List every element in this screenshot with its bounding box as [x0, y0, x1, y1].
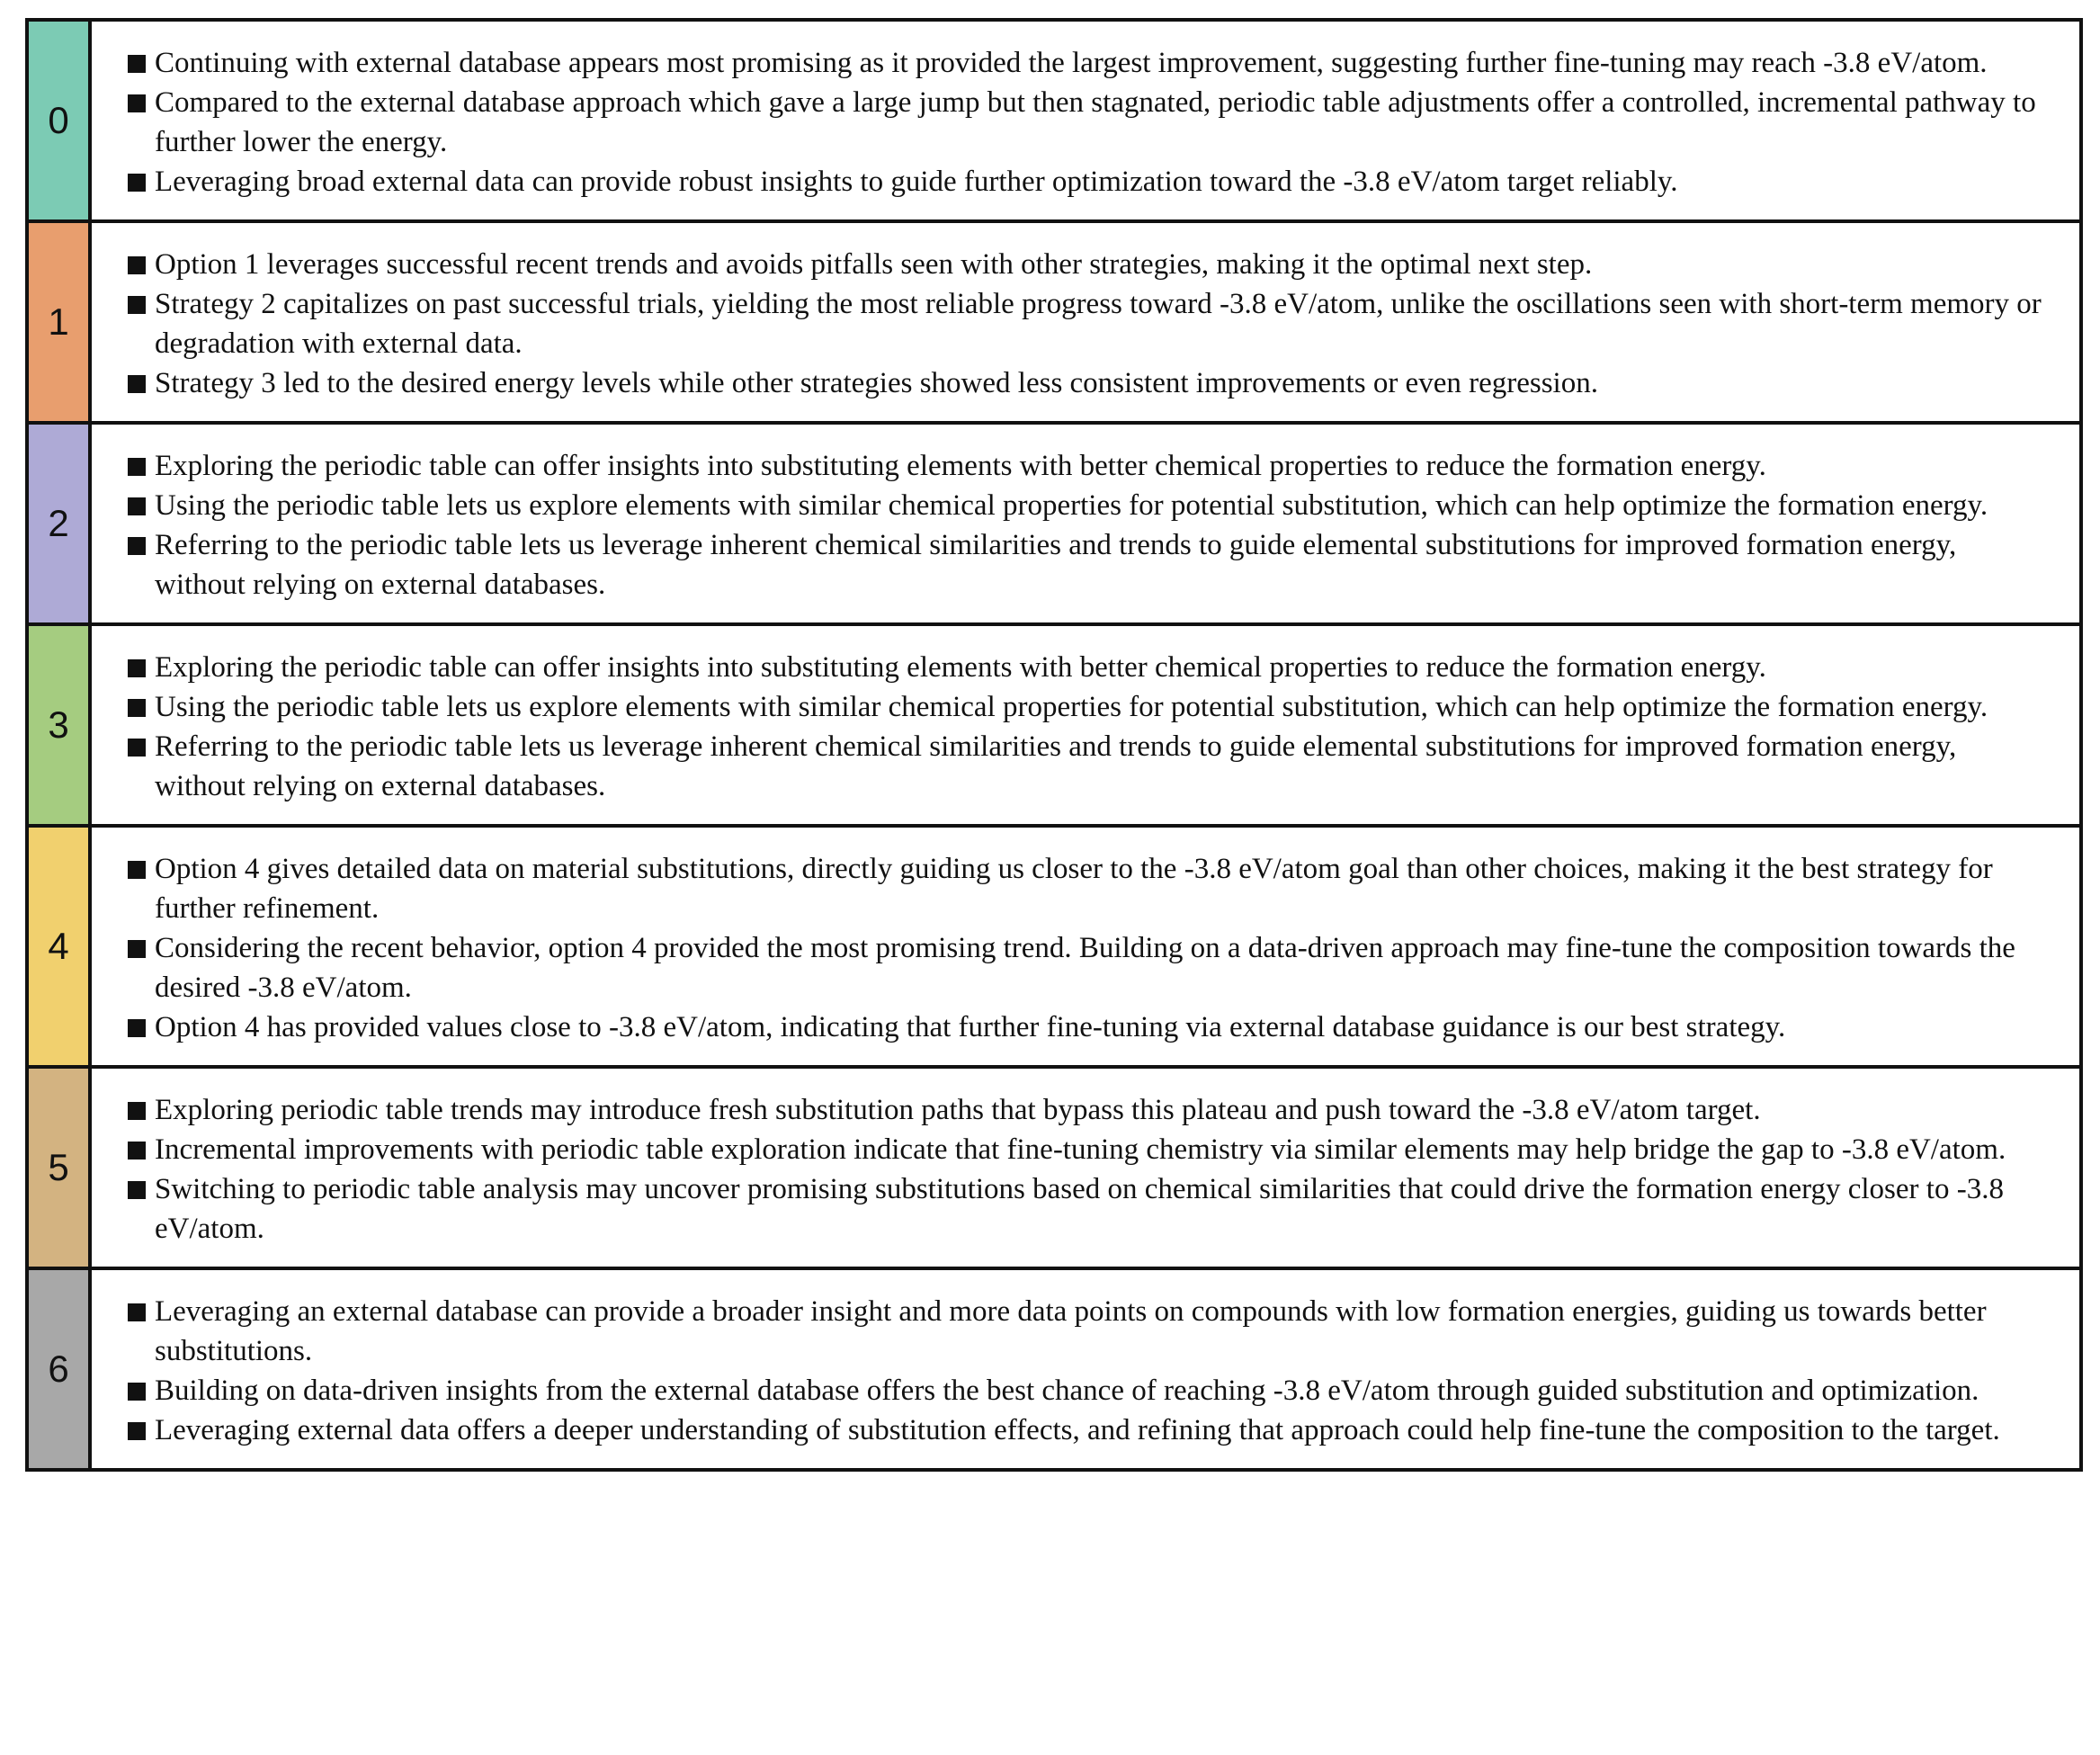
list-item [128, 245, 2043, 284]
bullet-text: Referring to the periodic table lets us leverage inherent chemical similarities and trends to guide elemental substitutions for improved formation energy, without relying on external databases. [155, 529, 1957, 601]
square-bullet-icon [128, 849, 155, 889]
list-item [128, 849, 2043, 928]
row-label-cell: 4 [29, 828, 92, 1065]
list-item [128, 1007, 2043, 1047]
list-item [128, 648, 2043, 687]
table-row [29, 425, 2079, 626]
bullet-text: Strategy 2 capitalizes on past successful trials, yielding the most reliable progress toward -3.8 eV/atom, unlike the oscillations seen with short-term memory or degradation with external data. [155, 288, 2042, 360]
bullet-text: Building on data-driven insights from the external database offers the best chance of reaching -3.8 eV/atom through guided substitution and optimization. [155, 1374, 1979, 1407]
row-content-cell [92, 828, 2079, 1065]
bullet-text: Exploring the periodic table can offer insights into substituting elements with better chemical properties to reduce the formation energy. [155, 651, 1766, 684]
square-bullet-icon [128, 648, 155, 687]
square-bullet-icon [128, 525, 155, 565]
row-content-cell [92, 425, 2079, 622]
square-bullet-icon [128, 162, 155, 201]
strategy-rationale-table [25, 18, 2083, 1472]
bullet-text: Option 1 leverages successful recent trends and avoids pitfalls seen with other strategies, making it the optimal next step. [155, 248, 1593, 281]
bullet-text: Continuing with external database appears most promising as it provided the largest improvement, suggesting further fine-tuning may reach -3.8 eV/atom. [155, 47, 1988, 79]
square-bullet-icon [128, 43, 155, 83]
bullet-text: Exploring periodic table trends may introduce fresh substitution paths that bypass this plateau and push toward the -3.8 eV/atom target. [155, 1094, 1761, 1126]
list-item [128, 284, 2043, 363]
bullet-text: Leveraging broad external data can provide robust insights to guide further optimization toward the -3.8 eV/atom target reliably. [155, 166, 1678, 198]
bullet-text: Using the periodic table lets us explore elements with similar chemical properties for potential substitution, which can help optimize the formation energy. [155, 489, 1988, 522]
list-item [128, 162, 2043, 201]
square-bullet-icon [128, 687, 155, 727]
list-item [128, 1169, 2043, 1249]
bullet-text: Considering the recent behavior, option 4 provided the most promising trend. Building on a data-driven approach may fine-tune the composition towards the desired -3.8 eV/atom. [155, 932, 2015, 1004]
list-item [128, 43, 2043, 83]
square-bullet-icon [128, 284, 155, 324]
list-item [128, 1410, 2043, 1450]
square-bullet-icon [128, 928, 155, 968]
square-bullet-icon [128, 446, 155, 486]
row-content-cell [92, 1069, 2079, 1267]
bullet-text: Using the periodic table lets us explore elements with similar chemical properties for potential substitution, which can help optimize the formation energy. [155, 691, 1988, 723]
list-item [128, 1371, 2043, 1410]
list-item [128, 83, 2043, 162]
table-row [29, 626, 2079, 828]
bullet-text: Referring to the periodic table lets us leverage inherent chemical similarities and trends to guide elemental substitutions for improved formation energy, without relying on external databases. [155, 730, 1957, 802]
square-bullet-icon [128, 245, 155, 284]
square-bullet-icon [128, 363, 155, 403]
bullet-text: Strategy 3 led to the desired energy levels while other strategies showed less consistent improvements or even regression. [155, 367, 1598, 399]
square-bullet-icon [128, 1007, 155, 1047]
list-item [128, 928, 2043, 1007]
list-item [128, 687, 2043, 727]
square-bullet-icon [128, 1292, 155, 1331]
list-item [128, 1090, 2043, 1130]
square-bullet-icon [128, 83, 155, 122]
row-content-cell [92, 22, 2079, 219]
bullet-text: Incremental improvements with periodic table exploration indicate that fine-tuning chemistry via similar elements may help bridge the gap to -3.8 eV/atom. [155, 1133, 2006, 1166]
list-item [128, 446, 2043, 486]
list-item [128, 1130, 2043, 1169]
table-row [29, 223, 2079, 425]
bullet-text: Leveraging an external database can provide a broader insight and more data points on compounds with low formation energies, guiding us towards better substitutions. [155, 1295, 1987, 1367]
list-item [128, 1292, 2043, 1371]
row-label-cell: 3 [29, 626, 92, 824]
row-label-cell: 6 [29, 1270, 92, 1468]
row-label-cell: 0 [29, 22, 92, 219]
row-content-cell [92, 223, 2079, 421]
square-bullet-icon [128, 727, 155, 766]
bullet-text: Switching to periodic table analysis may uncover promising substitutions based on chemical similarities that could drive the formation energy closer to -3.8 eV/atom. [155, 1173, 2004, 1245]
square-bullet-icon [128, 1410, 155, 1450]
row-content-cell [92, 626, 2079, 824]
bullet-text: Compared to the external database approach which gave a large jump but then stagnated, periodic table adjustments offer a controlled, incremental pathway to further lower the energy. [155, 86, 2036, 158]
table-row [29, 828, 2079, 1069]
table-row [29, 22, 2079, 223]
bullet-text: Option 4 gives detailed data on material substitutions, directly guiding us closer to the -3.8 eV/atom goal than other choices, making it the best strategy for further refinement. [155, 853, 1993, 925]
square-bullet-icon [128, 1090, 155, 1130]
row-label-cell: 1 [29, 223, 92, 421]
bullet-text: Leveraging external data offers a deeper understanding of substitution effects, and refining that approach could help fine-tune the composition to the target. [155, 1414, 2000, 1446]
bullet-text: Exploring the periodic table can offer insights into substituting elements with better chemical properties to reduce the formation energy. [155, 450, 1766, 482]
row-label-cell: 2 [29, 425, 92, 622]
list-item [128, 525, 2043, 604]
square-bullet-icon [128, 1371, 155, 1410]
row-content-cell [92, 1270, 2079, 1468]
square-bullet-icon [128, 1169, 155, 1209]
bullet-text: Option 4 has provided values close to -3.8 eV/atom, indicating that further fine-tuning via external database guidance is our best strategy. [155, 1011, 1786, 1043]
list-item [128, 363, 2043, 403]
square-bullet-icon [128, 486, 155, 525]
square-bullet-icon [128, 1130, 155, 1169]
list-item [128, 727, 2043, 806]
row-label-cell: 5 [29, 1069, 92, 1267]
table-row [29, 1270, 2079, 1468]
list-item [128, 486, 2043, 525]
table-row [29, 1069, 2079, 1270]
